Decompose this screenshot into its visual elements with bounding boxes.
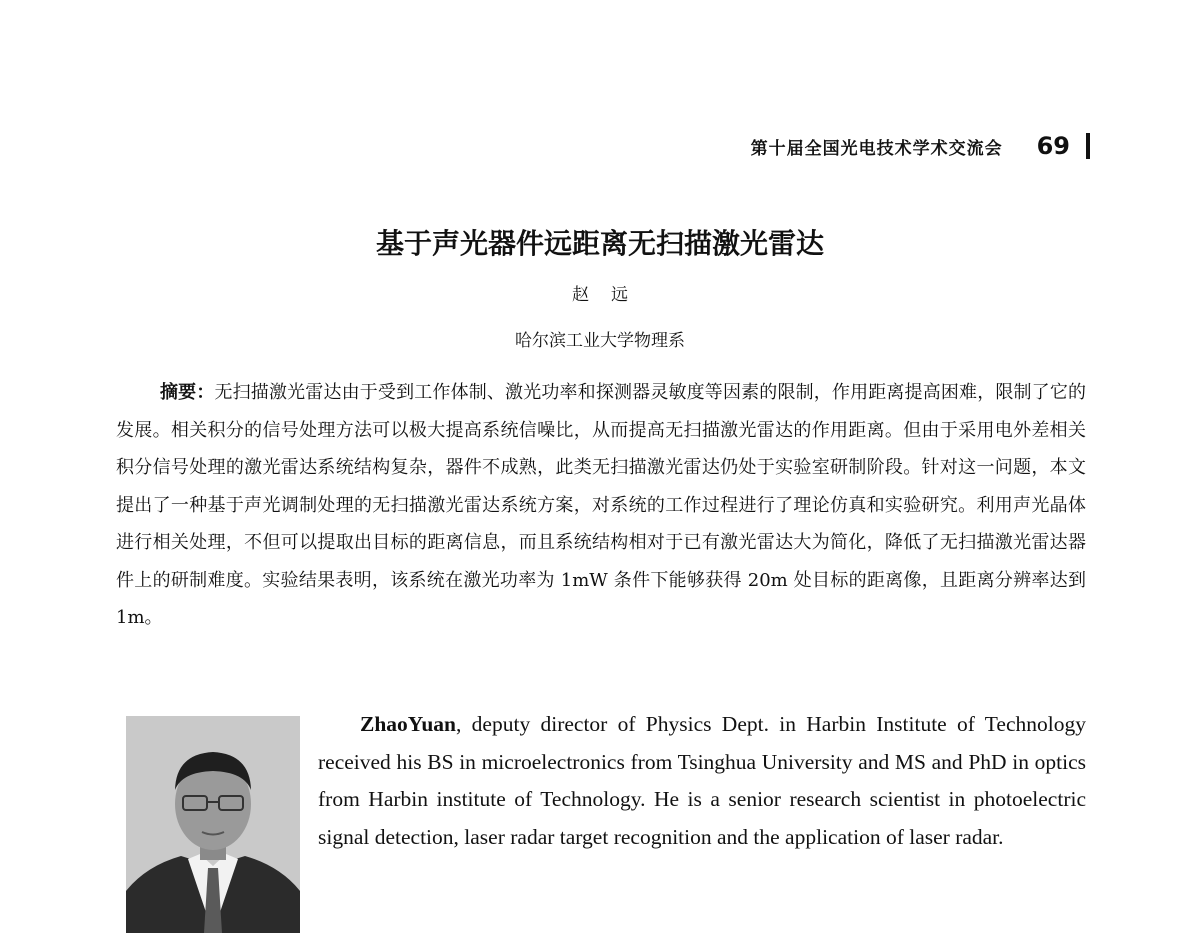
author-affiliation: 哈尔滨工业大学物理系	[515, 331, 685, 351]
paper-title: 基于声光器件远距离无扫描激光雷达	[375, 227, 824, 260]
author-name: 赵远	[572, 285, 650, 305]
author-portrait-image	[126, 716, 300, 933]
bio-author-name: ZhaoYuan	[360, 712, 457, 736]
conference-name: 第十届全国光电技术学术交流会	[750, 138, 1003, 159]
abstract-text: 无扫描激光雷达由于受到工作体制、激光功率和探测器灵敏度等因素的限制，作用距离提高困难，限制了它的发展。相关积分的信号处理方法可以极大提高系统信噪比，从而提高无扫描激光雷达的作用距离。但由于采用电外差相关积分信号处理的激光雷达系统结构复杂，器件不成熟，此类无扫描激光雷达仍处于实验室研制阶段。针对这一问题，本文提出了一种基于声光调制处理的无扫描激光雷达系统方案，对系统的工作过程进行了理论仿真和实验研究。利用声光晶体进行相关处理，不但可以提取出目标的距离信息，而且系统结构相对于已有激光雷达大为简化，降低了无扫描激光雷达器件上的研制难度。实验结果表明，该系统在激光功率为 1mW 条件下能够获得 20m 处目标的距离像，且距离分辨率达到 1m。	[116, 382, 1086, 628]
abstract-label: 摘要：	[160, 382, 215, 403]
bio-text: , deputy director of Physics Dept. in Harbin Institute of Technology received his BS in microelectronics from Tsinghua University and MS and PhD in optics from Harbin institute of Technology. He is a senior research scientist in photoelectric signal detection, laser radar target recognition and the application of laser radar.	[318, 712, 1086, 849]
header-rule	[1086, 133, 1090, 159]
page-number: 69	[1036, 132, 1070, 160]
abstract	[116, 374, 1086, 637]
running-header	[751, 132, 1090, 160]
author-biography	[318, 706, 1086, 856]
author-photo	[126, 716, 300, 933]
